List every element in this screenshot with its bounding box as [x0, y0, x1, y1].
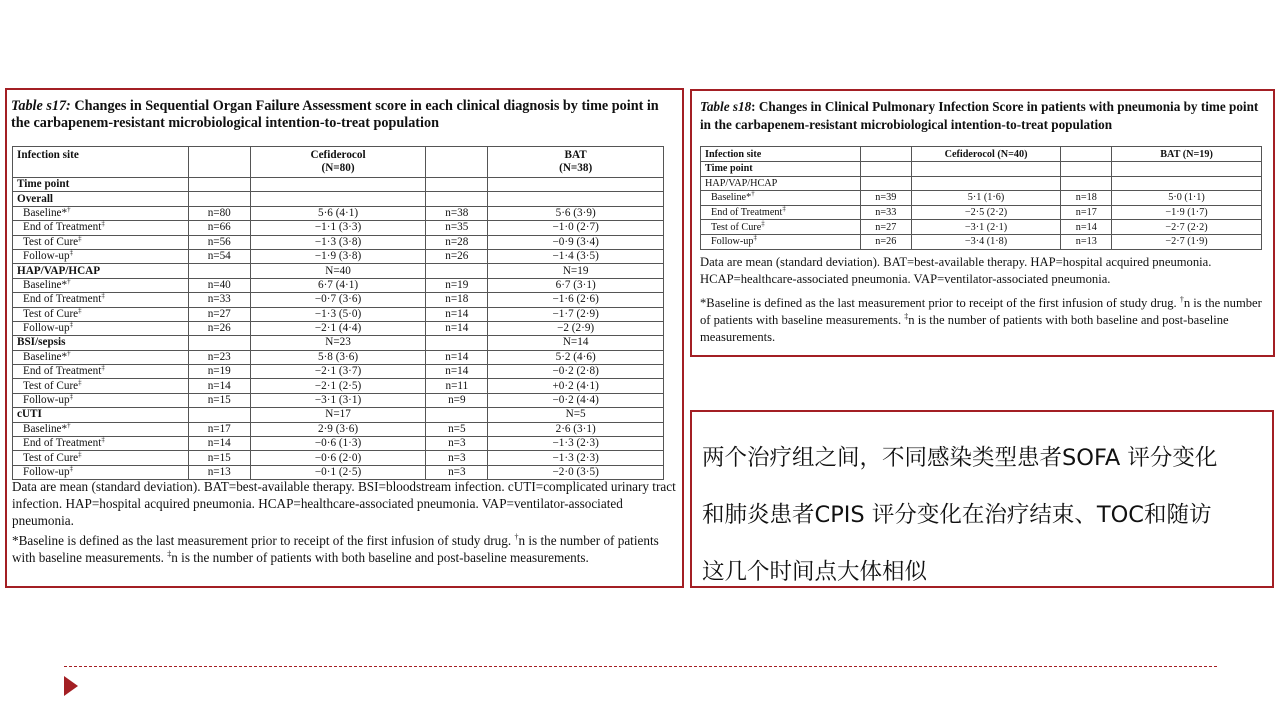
cefiderocol-value-cell: 5·8 (3·6) — [250, 350, 426, 364]
bat-n-cell: n=9 — [426, 393, 488, 407]
row-label-text: Follow-up — [711, 236, 754, 248]
row-label — [13, 321, 189, 335]
empty-cell — [488, 178, 664, 192]
cefiderocol-value-cell: 5·1 (1·6) — [911, 191, 1061, 206]
row-label — [701, 234, 861, 249]
bat-n-cell: n=35 — [426, 221, 488, 235]
row-label-footnote-mark: ‡ — [753, 233, 757, 242]
cefiderocol-value-cell: −0·7 (3·6) — [250, 293, 426, 307]
row-label — [701, 191, 861, 206]
row-label-footnote-mark: ‡ — [69, 320, 74, 329]
bat-n-cell: n=5 — [426, 422, 488, 436]
row-label-footnote-mark: ‡ — [101, 435, 105, 444]
row-label-text: Follow-up — [23, 250, 70, 263]
bat-n-cell: n=3 — [426, 451, 488, 465]
bat-value-cell: −2·0 (3·5) — [488, 465, 664, 479]
empty-cell — [426, 178, 488, 192]
bat-header-line1: BAT — [564, 149, 587, 161]
table-row — [701, 234, 1262, 249]
cefiderocol-n-cell: n=40 — [188, 278, 250, 292]
empty-cell — [426, 408, 488, 422]
row-label-text: Baseline* — [23, 350, 68, 363]
table-s18-footnote-baseline — [700, 295, 1270, 346]
group-name: BSI/sepsis — [13, 336, 189, 350]
table-s17-caption — [11, 98, 679, 132]
row-label-text: Baseline* — [23, 422, 68, 435]
cefiderocol-n-cell: n=66 — [188, 221, 250, 235]
time-point-row — [13, 178, 664, 192]
row-label-text: Test of Cure — [23, 235, 79, 248]
row-label-text: Follow-up — [23, 466, 70, 478]
bat-value-cell: 5·6 (3·9) — [488, 206, 664, 220]
empty-cell — [911, 162, 1061, 177]
bat-value-cell: −0·2 (2·8) — [488, 365, 664, 379]
column-header-infection-site: Infection site — [701, 147, 861, 162]
sofa-table-panel — [5, 88, 684, 588]
footer-divider — [64, 666, 1217, 667]
cefiderocol-n-cell: n=26 — [860, 234, 911, 249]
table-row — [13, 379, 664, 393]
bat-header-line2: (N=38) — [559, 162, 593, 174]
bat-n-cell: n=17 — [1061, 205, 1112, 220]
table-row — [13, 278, 664, 292]
column-header-cefiderocol — [250, 147, 426, 178]
table-row — [13, 206, 664, 220]
bat-value-cell: 6·7 (3·1) — [488, 278, 664, 292]
row-label — [13, 437, 189, 451]
table-s17-footnote-baseline — [12, 532, 680, 566]
cefiderocol-value-cell: −1·9 (3·8) — [250, 249, 426, 263]
row-label-footnote-mark: ‡ — [69, 464, 74, 473]
empty-cell — [188, 336, 250, 350]
group-cefiderocol-total — [250, 192, 426, 206]
empty-cell — [426, 192, 488, 206]
row-label-footnote-mark: ‡ — [78, 305, 82, 314]
row-label-footnote-mark: ‡ — [69, 392, 74, 401]
cefiderocol-value-cell: −3·4 (1·8) — [911, 234, 1061, 249]
cefiderocol-n-cell: n=19 — [188, 365, 250, 379]
footnote-double-dagger: ‡ — [904, 311, 909, 321]
summary-line-2: 和肺炎患者CPIS 评分变化在治疗结束、TOC和随访 — [702, 502, 1212, 528]
empty-cell — [188, 408, 250, 422]
row-label — [13, 379, 189, 393]
bat-value-cell: −1·3 (2·3) — [488, 437, 664, 451]
cefiderocol-n-cell: n=80 — [188, 206, 250, 220]
group-row — [701, 176, 1262, 191]
cefiderocol-n-cell: n=15 — [188, 393, 250, 407]
row-label-text: Follow-up — [23, 394, 70, 407]
row-label-footnote-mark: † — [67, 277, 71, 286]
empty-cell — [188, 192, 250, 206]
row-label-footnote-mark: ‡ — [761, 219, 765, 228]
cefiderocol-n-cell: n=33 — [860, 205, 911, 220]
table-s18-title: : Changes in Clinical Pulmonary Infection Score in patients with pneumonia by time point in the carbapenem-resistant microbiological intention-to-treat population — [700, 99, 1259, 132]
time-point-label: Time point — [13, 178, 189, 192]
table-row — [13, 321, 664, 335]
group-cefiderocol-total: N=23 — [250, 336, 426, 350]
bat-n-cell: n=14 — [1061, 220, 1112, 235]
group-name: HAP/VAP/HCAP — [13, 264, 189, 278]
table-row — [13, 422, 664, 436]
empty-cell — [860, 176, 911, 191]
column-header-empty — [188, 147, 250, 178]
bat-n-cell: n=14 — [426, 365, 488, 379]
row-label — [13, 422, 189, 436]
row-label-text: End of Treatment — [23, 293, 102, 306]
bat-n-cell: n=13 — [1061, 234, 1112, 249]
group-row — [13, 336, 664, 350]
play-arrow-icon — [64, 676, 78, 696]
cefiderocol-n-cell: n=15 — [188, 451, 250, 465]
table-header-row — [701, 147, 1262, 162]
row-label — [701, 205, 861, 220]
bat-value-cell: 2·6 (3·1) — [488, 422, 664, 436]
sofa-table — [12, 146, 664, 480]
row-label-text: Test of Cure — [23, 451, 79, 464]
row-label — [13, 249, 189, 263]
column-header-bat — [488, 147, 664, 178]
empty-cell — [860, 162, 911, 177]
row-label-text: Baseline* — [23, 206, 68, 219]
bat-n-cell: n=3 — [426, 437, 488, 451]
bat-value-cell: −1·6 (2·6) — [488, 293, 664, 307]
table-row — [13, 365, 664, 379]
group-bat-total — [488, 192, 664, 206]
empty-cell — [911, 176, 1061, 191]
row-label-footnote-mark: † — [67, 349, 71, 358]
time-point-label: Time point — [701, 162, 861, 177]
row-label — [13, 451, 189, 465]
empty-cell — [1112, 176, 1262, 191]
row-label-text: End of Treatment — [23, 221, 102, 234]
cefiderocol-value-cell: −2·1 (3·7) — [250, 365, 426, 379]
cefiderocol-n-cell: n=33 — [188, 293, 250, 307]
group-row — [13, 264, 664, 278]
row-label-footnote-mark: ‡ — [101, 291, 105, 300]
table-row — [701, 205, 1262, 220]
column-header-empty — [426, 147, 488, 178]
cefiderocol-value-cell: 5·6 (4·1) — [250, 206, 426, 220]
row-label-footnote-mark: ‡ — [782, 204, 786, 213]
bat-n-cell: n=28 — [426, 235, 488, 249]
bat-n-cell: n=38 — [426, 206, 488, 220]
row-label-text: Test of Cure — [711, 221, 762, 233]
cefiderocol-value-cell: −0·6 (1·3) — [250, 437, 426, 451]
cefiderocol-n-cell: n=14 — [188, 437, 250, 451]
bat-value-cell: +0·2 (4·1) — [488, 379, 664, 393]
summary-note-text — [702, 430, 1262, 601]
group-name: Overall — [13, 192, 189, 206]
empty-cell — [426, 336, 488, 350]
cefiderocol-value-cell: −3·1 (2·1) — [911, 220, 1061, 235]
bat-n-cell: n=14 — [426, 307, 488, 321]
cefiderocol-value-cell: −2·5 (2·2) — [911, 205, 1061, 220]
cefiderocol-n-cell: n=23 — [188, 350, 250, 364]
cpis-table-panel — [690, 89, 1275, 357]
bat-value-cell: 5·2 (4·6) — [488, 350, 664, 364]
row-label — [13, 365, 189, 379]
group-cefiderocol-total: N=17 — [250, 408, 426, 422]
row-label-text: Test of Cure — [23, 307, 79, 320]
row-label-text: Test of Cure — [23, 379, 79, 392]
table-s18-label: Table s18 — [700, 99, 752, 114]
bat-value-cell: −2 (2·9) — [488, 321, 664, 335]
footnote-dagger: † — [514, 532, 519, 542]
table-row — [13, 221, 664, 235]
empty-cell — [188, 264, 250, 278]
group-name: cUTI — [13, 408, 189, 422]
cefiderocol-n-cell: n=56 — [188, 235, 250, 249]
table-s17-label: Table s17: — [11, 98, 71, 114]
bat-value-cell: −0·2 (4·4) — [488, 393, 664, 407]
group-bat-total: N=14 — [488, 336, 664, 350]
empty-cell — [1112, 162, 1262, 177]
row-label-text: Baseline* — [23, 278, 68, 291]
row-label-footnote-mark: ‡ — [101, 363, 105, 372]
row-label — [13, 307, 189, 321]
row-label — [13, 235, 189, 249]
column-header-empty — [1061, 147, 1112, 162]
row-label — [13, 278, 189, 292]
table-row — [13, 307, 664, 321]
empty-cell — [188, 178, 250, 192]
column-header-bat: BAT (N=19) — [1112, 147, 1262, 162]
bat-value-cell: −1·0 (2·7) — [488, 221, 664, 235]
cefiderocol-value-cell: −2·1 (2·5) — [250, 379, 426, 393]
row-label-text: Baseline* — [711, 192, 752, 204]
cefiderocol-n-cell: n=39 — [860, 191, 911, 206]
row-label-footnote-mark: † — [67, 205, 71, 214]
row-label-footnote-mark: ‡ — [69, 248, 74, 257]
row-label-footnote-mark: ‡ — [78, 377, 82, 386]
footnote-double-dagger: ‡ — [167, 549, 172, 559]
footnote-baseline-text: *Baseline is defined as the last measurement prior to receipt of the first infusion of study drug. — [12, 533, 515, 548]
row-label-text: End of Treatment — [23, 365, 102, 378]
footnote-dagger-text: n is the number of patients with baseline measurements. — [12, 533, 659, 565]
column-header-empty — [860, 147, 911, 162]
footnote-double-dagger-text: n is the number of patients with both baseline and post-baseline measurements. — [700, 313, 1229, 344]
table-s17-footnote-abbreviations: Data are mean (standard deviation). BAT=best-available therapy. BSI=bloodstream infection. cUTI=complicated urinary tract infection. HAP=hospital acquired pneumonia. HCAP=healthcare-associated pneumonia. VAP=ventilator-associated pneumonia. — [12, 479, 676, 528]
cefiderocol-value-cell: 6·7 (4·1) — [250, 278, 426, 292]
table-row — [13, 451, 664, 465]
cefiderocol-value-cell: −3·1 (3·1) — [250, 393, 426, 407]
row-label-text: End of Treatment — [23, 437, 102, 450]
cefiderocol-value-cell: −1·3 (5·0) — [250, 307, 426, 321]
cefiderocol-n-cell: n=27 — [860, 220, 911, 235]
bat-n-cell: n=14 — [426, 350, 488, 364]
bat-value-cell: 5·0 (1·1) — [1112, 191, 1262, 206]
footnote-baseline-text: *Baseline is defined as the last measurement prior to receipt of the first infusion of study drug. — [700, 296, 1180, 310]
column-header-cefiderocol: Cefiderocol (N=40) — [911, 147, 1061, 162]
summary-line-1: 两个治疗组之间，不同感染类型患者SOFA 评分变化 — [702, 445, 1218, 471]
row-label — [13, 293, 189, 307]
table-row — [701, 191, 1262, 206]
cpis-table — [700, 146, 1262, 250]
cefiderocol-n-cell: n=54 — [188, 249, 250, 263]
bat-value-cell: −0·9 (3·4) — [488, 235, 664, 249]
table-header-row — [13, 147, 664, 178]
column-header-infection-site: Infection site — [13, 147, 189, 178]
empty-cell — [1061, 176, 1112, 191]
footnote-dagger-text: n is the number of patients with baseline measurements. — [700, 296, 1262, 327]
bat-value-cell: −2·7 (2·2) — [1112, 220, 1262, 235]
table-row — [13, 437, 664, 451]
group-bat-total: N=5 — [488, 408, 664, 422]
table-row — [13, 249, 664, 263]
bat-n-cell: n=18 — [1061, 191, 1112, 206]
group-row — [13, 192, 664, 206]
row-label-text: End of Treatment — [711, 207, 783, 219]
cefiderocol-value-cell: −2·1 (4·4) — [250, 321, 426, 335]
row-label-footnote-mark: ‡ — [101, 219, 105, 228]
bat-value-cell: −1·9 (1·7) — [1112, 205, 1262, 220]
empty-cell — [250, 178, 426, 192]
table-row — [13, 350, 664, 364]
cefiderocol-n-cell: n=17 — [188, 422, 250, 436]
row-label-footnote-mark: † — [751, 190, 755, 199]
row-label-text: Follow-up — [23, 322, 70, 335]
empty-cell — [426, 264, 488, 278]
row-label-footnote-mark: † — [67, 421, 71, 430]
time-point-row — [701, 162, 1262, 177]
table-row — [13, 235, 664, 249]
row-label-footnote-mark: ‡ — [78, 234, 82, 243]
cefiderocol-value-cell: −1·3 (3·8) — [250, 235, 426, 249]
table-row — [13, 393, 664, 407]
cefiderocol-value-cell: −1·1 (3·3) — [250, 221, 426, 235]
cefiderocol-value-cell: 2·9 (3·6) — [250, 422, 426, 436]
row-label — [13, 221, 189, 235]
empty-cell — [1061, 162, 1112, 177]
row-label — [13, 393, 189, 407]
row-label — [13, 350, 189, 364]
bat-n-cell: n=3 — [426, 465, 488, 479]
cefiderocol-header-line1: Cefiderocol — [310, 149, 366, 161]
group-name: HAP/VAP/HCAP — [701, 176, 861, 191]
cefiderocol-n-cell: n=13 — [188, 465, 250, 479]
row-label — [701, 220, 861, 235]
table-s18-footnote-abbreviations: Data are mean (standard deviation). BAT=best-available therapy. HAP=hospital acquired pneumonia. HCAP=healthcare-associated pneumonia. VAP=ventilator-associated pneumonia. — [700, 255, 1212, 286]
table-row — [13, 293, 664, 307]
cefiderocol-n-cell: n=14 — [188, 379, 250, 393]
row-label — [13, 206, 189, 220]
footnote-dagger: † — [1179, 294, 1184, 304]
bat-n-cell: n=14 — [426, 321, 488, 335]
bat-value-cell: −1·3 (2·3) — [488, 451, 664, 465]
footnote-double-dagger-text: n is the number of patients with both baseline and post-baseline measurements. — [171, 550, 589, 565]
group-row — [13, 408, 664, 422]
group-cefiderocol-total: N=40 — [250, 264, 426, 278]
table-s17-title: Changes in Sequential Organ Failure Assessment score in each clinical diagnosis by time point in the carbapenem-resistant microbiological intention-to-treat population — [11, 98, 659, 131]
table-row — [701, 220, 1262, 235]
cefiderocol-value-cell: −0·1 (2·5) — [250, 465, 426, 479]
bat-n-cell: n=18 — [426, 293, 488, 307]
summary-note-box — [690, 410, 1274, 588]
cefiderocol-n-cell: n=26 — [188, 321, 250, 335]
bat-n-cell: n=11 — [426, 379, 488, 393]
cefiderocol-n-cell: n=27 — [188, 307, 250, 321]
table-s18-caption — [700, 98, 1270, 134]
bat-value-cell: −1·7 (2·9) — [488, 307, 664, 321]
bat-value-cell: −1·4 (3·5) — [488, 249, 664, 263]
group-bat-total: N=19 — [488, 264, 664, 278]
bat-n-cell: n=26 — [426, 249, 488, 263]
summary-line-3: 这几个时间点大体相似 — [702, 559, 928, 585]
row-label-footnote-mark: ‡ — [78, 449, 82, 458]
bat-n-cell: n=19 — [426, 278, 488, 292]
cefiderocol-value-cell: −0·6 (2·0) — [250, 451, 426, 465]
cefiderocol-header-line2: (N=80) — [321, 162, 355, 174]
bat-value-cell: −2·7 (1·9) — [1112, 234, 1262, 249]
